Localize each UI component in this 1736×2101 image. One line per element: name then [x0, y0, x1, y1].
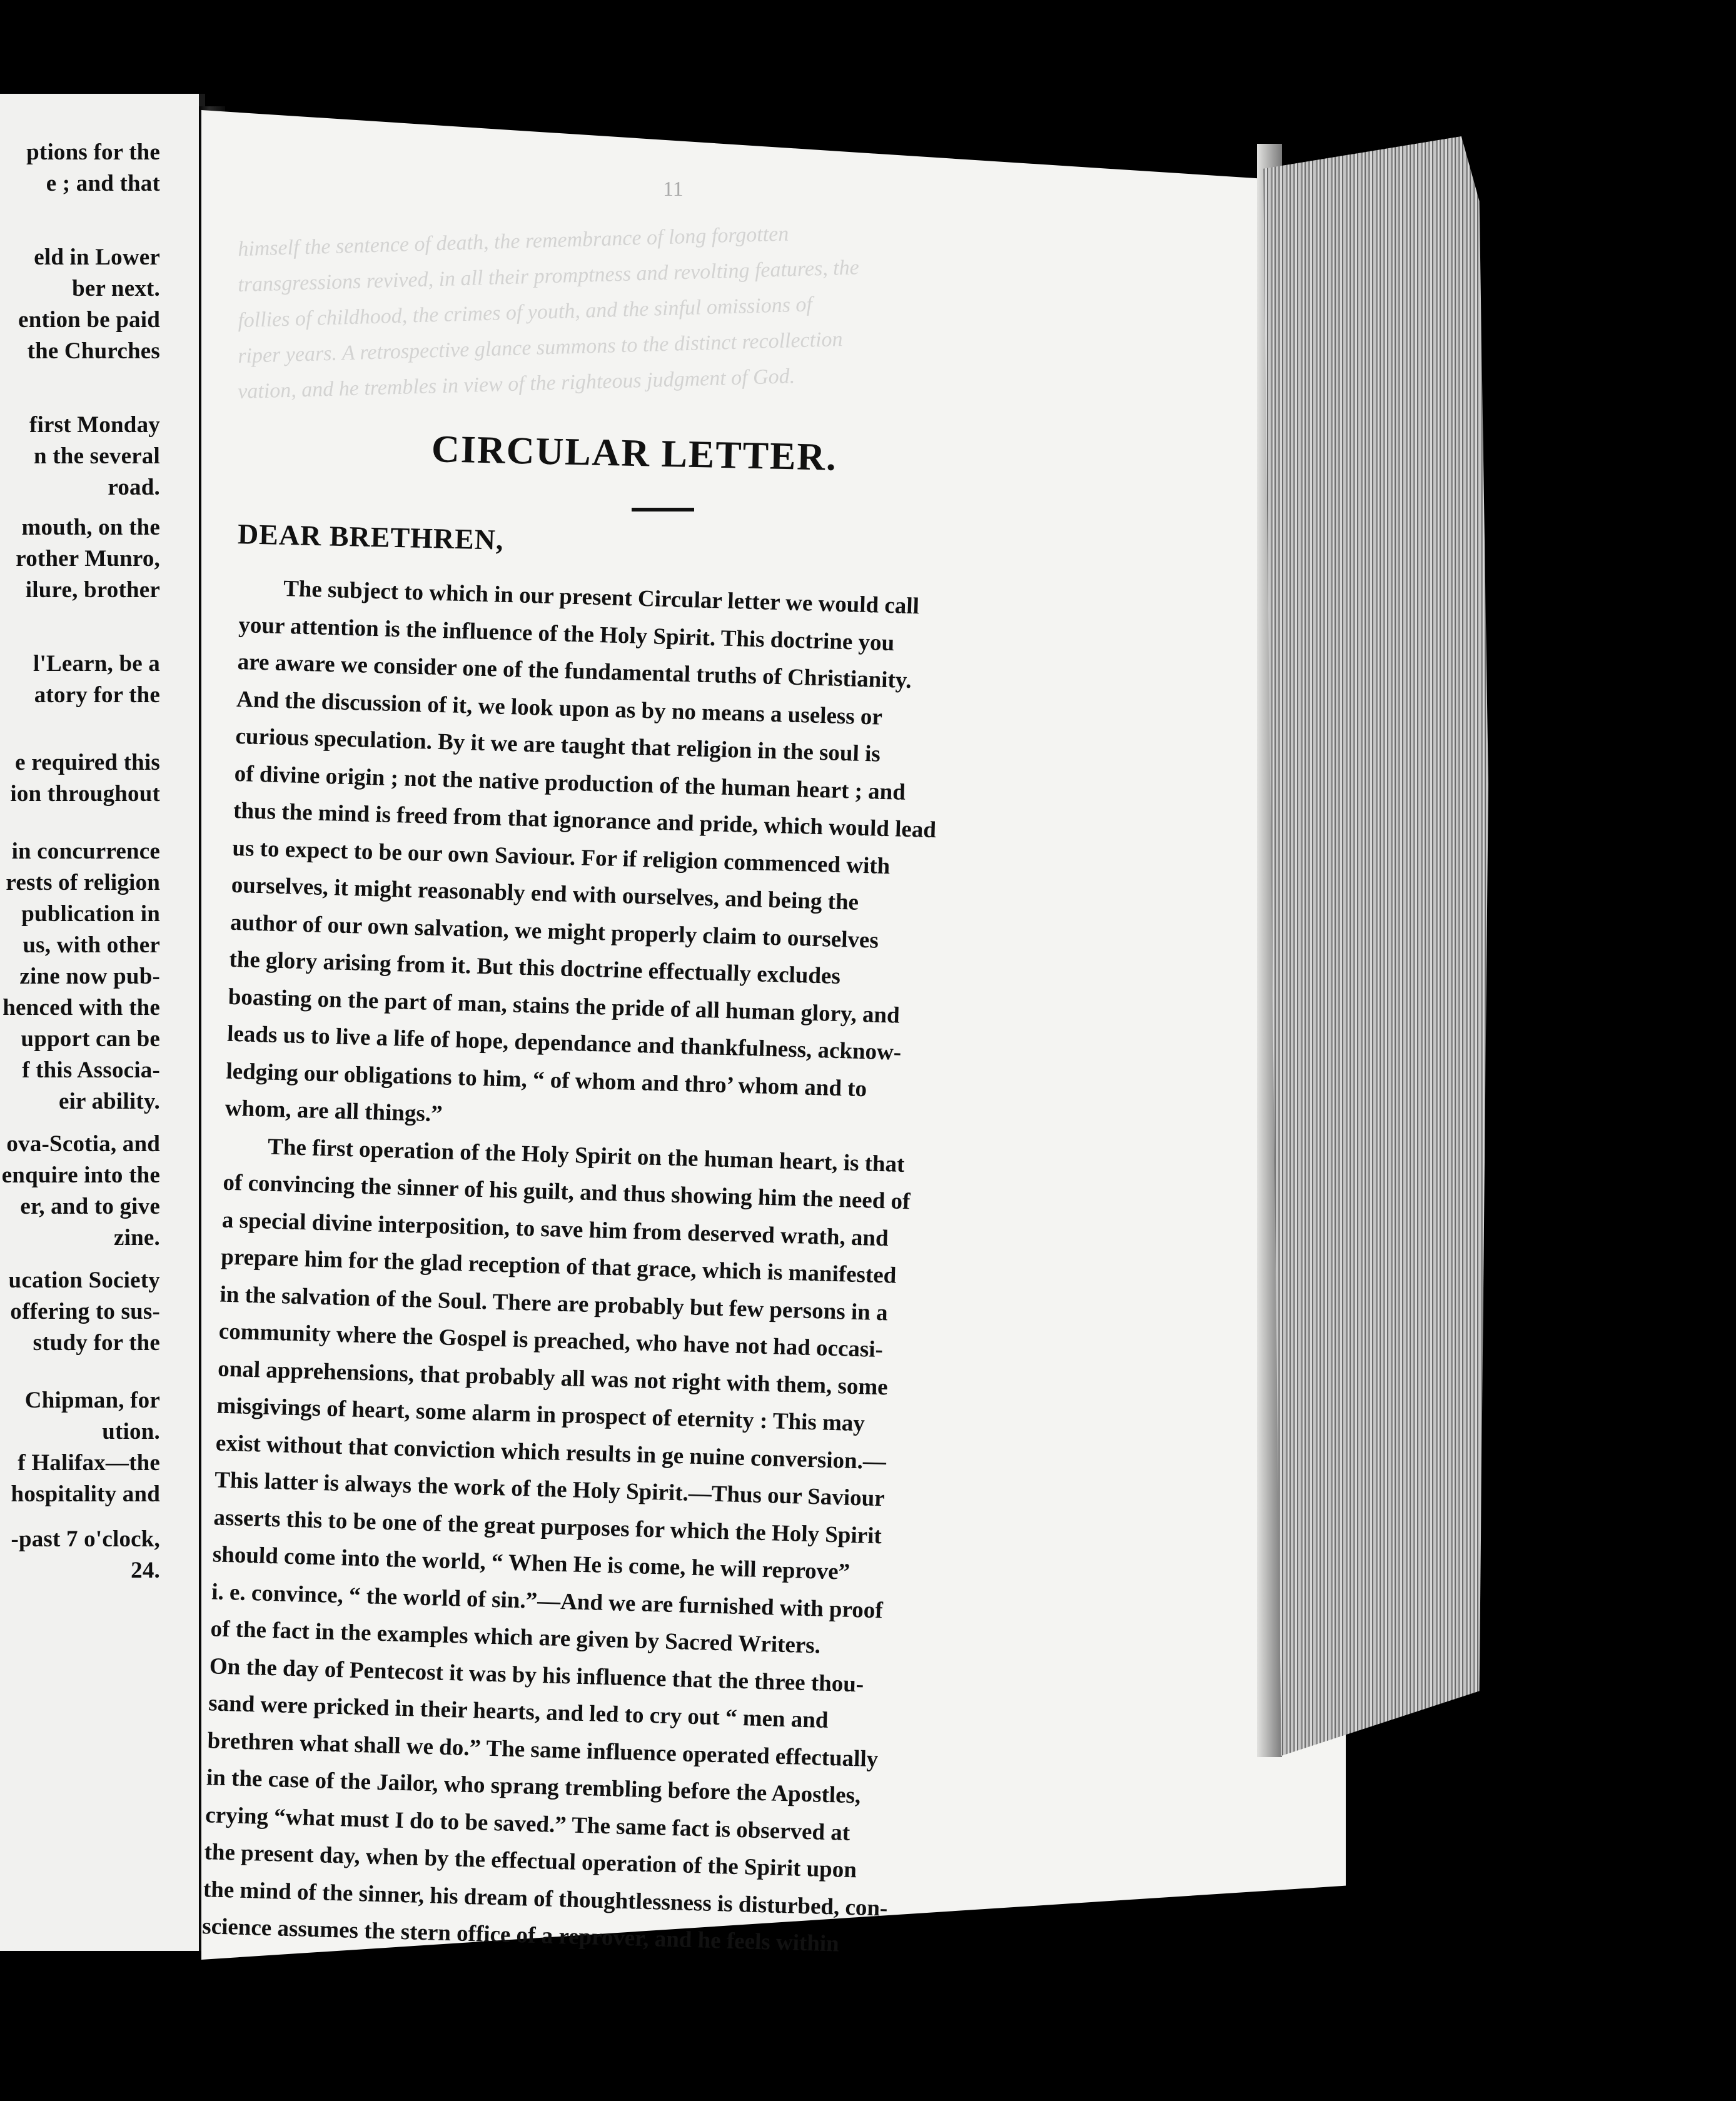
body-line: i. e. convince, “ the world of sin.”—And we are furnished with proof	[211, 1578, 884, 1623]
bleed-through-line: himself the sentence of death, the remembrance of long forgotten	[237, 222, 789, 261]
bleed-through-line: vation, and he trembles in view of the righteous judgment of God.	[237, 365, 795, 404]
body-line: The first operation of the Holy Spirit on the human heart, is that	[267, 1134, 905, 1177]
left-page-line: offering to sus-	[10, 1299, 160, 1324]
body-line: us to expect to be our own Saviour. For if religion commenced with	[231, 835, 891, 879]
left-page-line: hospitality and	[11, 1481, 160, 1507]
left-page-line: n the several	[34, 443, 160, 469]
bleed-through-text	[237, 219, 1138, 404]
left-page-line: ilure, brother	[25, 577, 160, 603]
left-page-line: us, with other	[23, 932, 160, 958]
left-page-line: ion throughout	[10, 781, 160, 807]
body-line: prepare him for the glad reception of that grace, which is manifested	[220, 1244, 897, 1289]
body-line: of the fact in the examples which are given by Sacred Writers.	[210, 1616, 821, 1659]
body-line: And the discussion of it, we look upon as by no means a useless or	[236, 686, 883, 730]
left-page-line: ucation Society	[8, 1267, 160, 1293]
body-line: should come into the world, “ When He is come, he will reprove”	[212, 1541, 850, 1585]
body-line: The subject to which in our present Circular letter we would call	[283, 575, 920, 620]
body-line: brethren what shall we do.” The same influence operated effectually	[207, 1727, 879, 1772]
left-page-line: f Halifax—the	[18, 1450, 160, 1476]
body-line: the glory arising from it. But this doctrine effectually excludes	[228, 946, 841, 990]
left-page-line: ention be paid	[18, 307, 160, 333]
title-rule	[632, 508, 694, 511]
left-page-line: eld in Lower	[34, 244, 160, 270]
left-page-line: f this Associa-	[22, 1057, 160, 1083]
left-page-line: Chipman, for	[24, 1388, 160, 1413]
body-line: your attention is the influence of the Holy Spirit. This doctrine you	[238, 612, 895, 656]
bleed-through-line: follies of childhood, the crimes of youth, and the sinful omissions of	[237, 293, 813, 333]
bleed-through-line: riper years. A retrospective glance summons to the distinct recollection	[237, 328, 843, 368]
body-line: community where the Gospel is preached, who have not had occasi-	[218, 1318, 884, 1363]
left-page-line: -past 7 o'clock,	[11, 1526, 160, 1552]
body-line: onal apprehensions, that probably all was not right with them, some	[217, 1356, 889, 1400]
body-line: a special divine interposition, to save him from deserved wrath, and	[221, 1207, 889, 1251]
page-number: 11	[663, 178, 684, 201]
body-line: This latter is always the work of the Holy Spirit.—Thus our Saviour	[214, 1467, 886, 1512]
body-line: are aware we consider one of the fundamental truths of Christianity.	[237, 648, 912, 694]
left-page-line: road.	[108, 475, 160, 500]
left-page-line: er, and to give	[20, 1194, 160, 1219]
bleed-through-line: transgressions revived, in all their promptness and revolting features, the	[237, 256, 860, 297]
left-page-line: ova-Scotia, and	[6, 1131, 160, 1157]
page-title: CIRCULAR LETTER.	[431, 428, 838, 479]
letter-body	[202, 569, 1128, 1970]
left-page-line: upport can be	[21, 1026, 160, 1052]
left-page-line: study for the	[33, 1330, 160, 1356]
left-page-line: rests of religion	[6, 870, 160, 895]
left-page-line: the Churches	[27, 338, 160, 364]
left-page-line: l'Learn, be a	[33, 651, 160, 677]
left-page-line: publication in	[21, 901, 160, 927]
body-line: leads us to live a life of hope, dependance and thankfulness, acknow-	[226, 1020, 902, 1066]
body-line: curious speculation. By it we are taught that religion in the soul is	[235, 723, 881, 767]
left-page-line: first Monday	[29, 412, 160, 438]
left-page-line: enquire into the	[1, 1162, 160, 1188]
body-line: boasting on the part of man, stains the pride of all human glory, and	[228, 984, 901, 1029]
left-page-line: henced with the	[3, 995, 160, 1020]
left-page	[0, 94, 205, 1951]
left-page-line: eir ability.	[58, 1089, 160, 1114]
body-line: the mind of the sinner, his dream of thoughtlessness is disturbed, con-	[203, 1876, 888, 1922]
body-line: sand were pricked in their hearts, and led to cry out “ men and	[208, 1690, 829, 1733]
left-page-line: in concurrence	[11, 839, 160, 864]
book-page-edges	[1263, 136, 1488, 1756]
left-page-line: mouth, on the	[21, 515, 160, 540]
left-page-line: 24.	[131, 1558, 160, 1583]
body-line: asserts this to be one of the great purposes for which the Holy Spirit	[213, 1504, 882, 1549]
body-line: of convincing the sinner of his guilt, and thus showing him the need of	[223, 1169, 911, 1215]
body-line: whom, are all things.”	[225, 1095, 443, 1127]
left-page-line: atory for the	[34, 682, 160, 708]
body-line: ledging our obligations to him, “ of whom and thro’ whom and to	[226, 1058, 867, 1102]
left-page-line: e required this	[15, 750, 160, 775]
left-page-line: ber next.	[72, 276, 160, 301]
left-page-line: ptions for the	[26, 139, 160, 165]
body-line: the present day, when by the effectual operation of the Spirit upon	[204, 1839, 857, 1883]
body-line: crying “what must I do to be saved.” The same fact is observed at	[204, 1801, 850, 1846]
body-line: author of our own salvation, we might properly claim to ourselves	[230, 909, 879, 954]
body-line: of divine origin ; not the native production of the human heart ; and	[234, 760, 906, 805]
body-line: exist without that conviction which results in ge nuine conversion.—	[215, 1429, 887, 1474]
body-line: On the day of Pentecost it was by his influence that the three thou-	[209, 1653, 864, 1698]
body-line: science assumes the stern office of a reprover, and he feels within	[201, 1913, 840, 1957]
body-line: in the case of the Jailor, who sprang trembling before the Apostles,	[206, 1765, 861, 1809]
left-page-line: zine now pub-	[19, 964, 160, 989]
left-page-line: ution.	[102, 1419, 160, 1444]
body-line: ourselves, it might reasonably end with ourselves, and being the	[231, 872, 859, 915]
body-line: thus the mind is freed from that ignorance and pride, which would lead	[233, 797, 937, 844]
left-page-line: zine.	[114, 1225, 160, 1251]
body-line: in the salvation of the Soul. There are probably but few persons in a	[220, 1281, 889, 1326]
left-page-line: rother Munro,	[16, 546, 160, 572]
body-line: misgivings of heart, some alarm in prospect of eternity : This may	[216, 1393, 865, 1437]
salutation: DEAR BRETHREN,	[237, 518, 505, 556]
left-page-line: e ; and that	[46, 171, 160, 196]
